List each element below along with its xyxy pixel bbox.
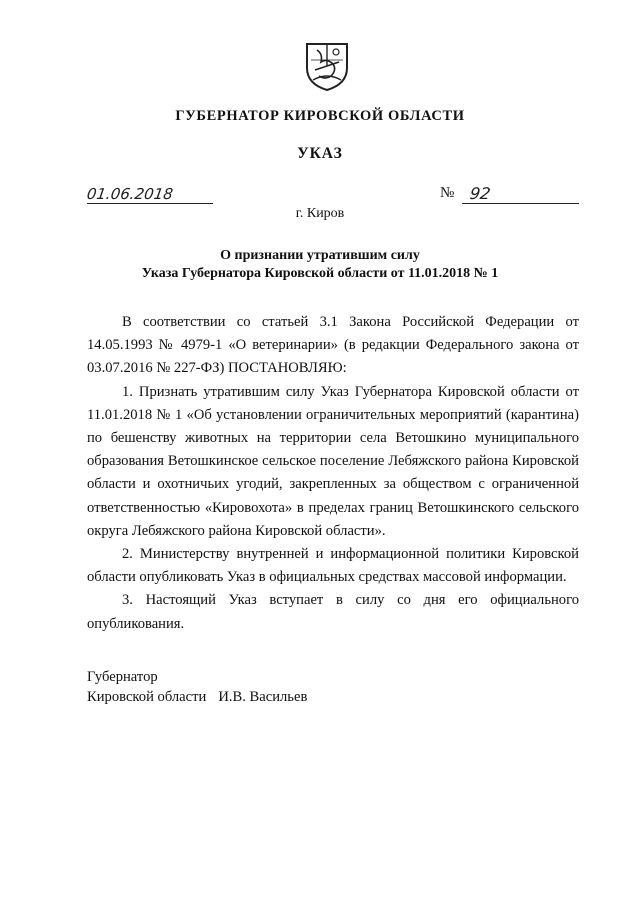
number-label: № — [440, 185, 455, 201]
city-line: г. Киров — [295, 206, 345, 221]
date-field — [85, 185, 213, 204]
handwritten-date: 01.06.2018 — [85, 185, 175, 203]
signature-block — [87, 667, 307, 707]
paragraph-item-2: 2. Министерству внутренней и информационной политики Кировской области опубликовать Указ в официальных средствах массовой информации. — [87, 546, 579, 586]
paragraph-item-3: 3. Настоящий Указ вступает в силу со дня его официального опубликования. — [87, 592, 579, 632]
signature-name: И.В. Васильев — [218, 689, 308, 705]
handwritten-number: 92 — [468, 184, 492, 203]
document-title — [0, 247, 640, 283]
document-type-heading: УКАЗ — [297, 145, 343, 162]
paragraph-preamble: В соответствии со статьей 3.1 Закона Российской Федерации от 14.05.1993 № 4979-1 «О ветеринарии» (в редакции Федерального закона от 03.07.2016 № 227-ФЗ) ПОСТАНОВЛЯЮ: — [87, 314, 579, 377]
document-body — [87, 311, 579, 636]
organization-heading: ГУБЕРНАТОР КИРОВСКОЙ ОБЛАСТИ — [175, 108, 465, 124]
coat-of-arms-icon — [303, 40, 351, 92]
title-line-1: О признании утратившим силу — [220, 248, 420, 263]
paragraph-item-1: 1. Признать утратившим силу Указ Губернатора Кировской области от 11.01.2018 № 1 «Об установлении ограничительных мероприятий (карантина) по бешенству животных на территории села Ветошкино муниципального образования Ветошкинское сельское поселение Лебяжского района Кировской области и охотничьих угодий, закрепленных за обществом с ограниченной ответственностью «Кировохота» в пределах границ Ветошкинского сельского округа Лебяжского района Кировской области». — [87, 383, 579, 539]
signature-position-line-1: Губернатор — [87, 669, 158, 685]
number-field — [462, 184, 579, 204]
signature-position-line-2: Кировской области — [87, 689, 207, 705]
title-line-2: Указа Губернатора Кировской области от 11.01.2018 № 1 — [141, 266, 499, 281]
